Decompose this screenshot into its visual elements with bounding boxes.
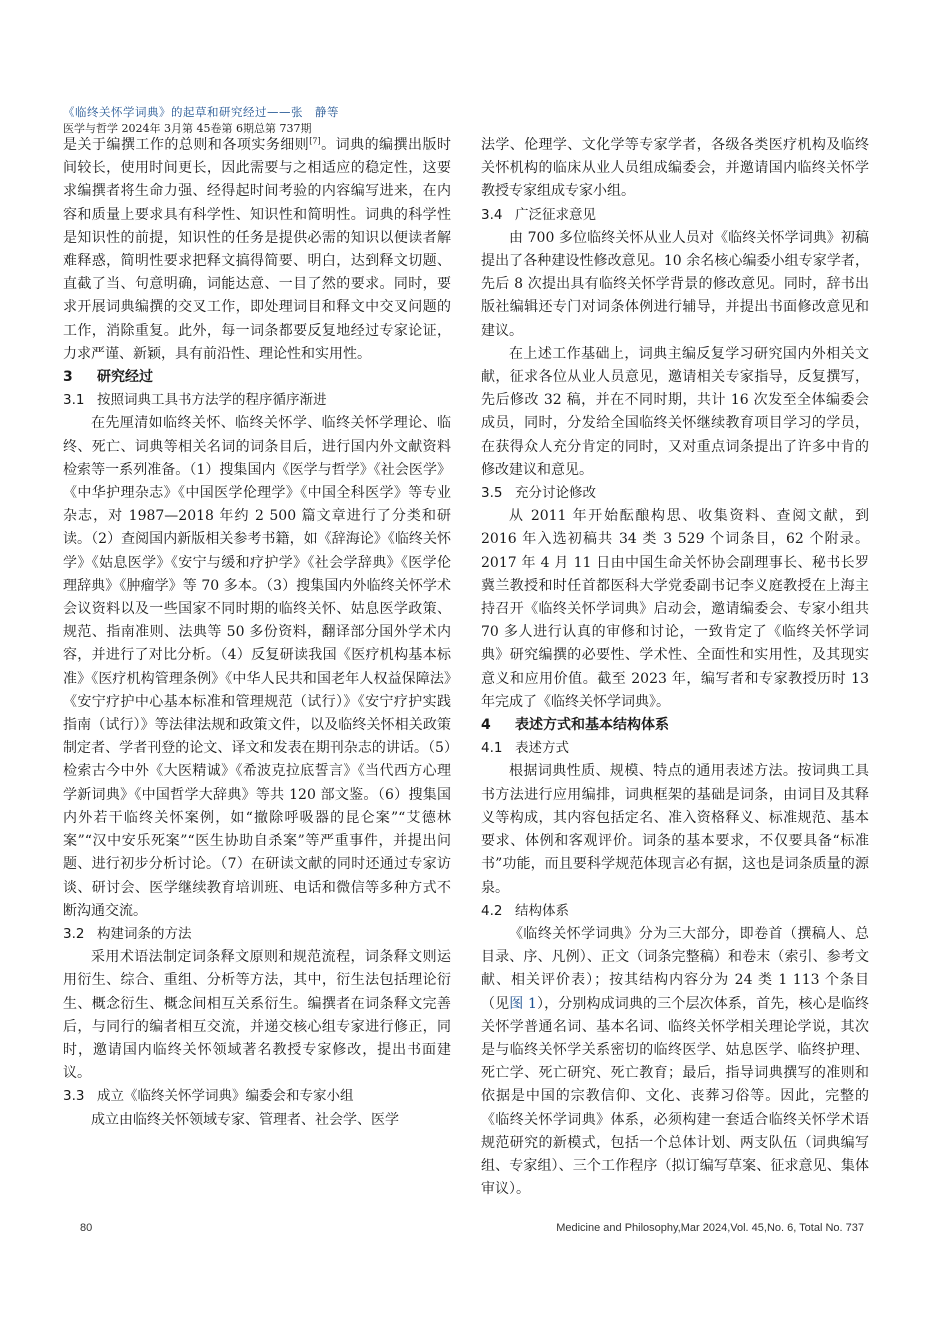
paragraph: 《临终关怀学词典》分为三大部分，即卷首（撰稿人、总目录、序、凡例）、正文（词条完整稿）和卷末（索引、参考文献、相关评价表）；按其结构内容分为 24 类 1 113 个条目（见图 1），分别构成词典的三个层次体系，首先，核心是临终关怀学普通名词、基本名词、临终关怀学相关理论学说，其次是与临终关怀学关系密切的临终医学、姑息医学、临终护理、死亡学、死亡研究、死亡教育；最后，指导词典撰写的准则和依据是中国的宗教信仰、文化、丧葬习俗等。因此，完整的《临终关怀学词典》体系，必须构建一套适合临终关怀学术语规范研究的新模式，包括一个总体计划、两支队伍（词典编写组、专家组）、三个工作程序（拟订编写草案、征求意见、集体审议）。 [481, 925, 870, 1198]
page-number: 80 [80, 1222, 93, 1234]
paragraph: 在先厘清如临终关怀、临终关怀学、临终关怀学理论、临终、死亡、词典等相关名词的词条目后，进行国内外文献资料检索等一系列准备。（1）搜集国内《医学与哲学》《社会医学》《中华护理杂志》《中国医学伦理学》《中国全科医学》等专业杂志，对 1987—2018 年约 2 500 篇文章进行了分类和研读。（2）查阅国内新版相关参考书籍，如《辞海论》《临终关怀学》《姑息医学》《安宁与缓和疗护学》《社会学辞典》《医学伦理辞典》《肿瘤学》等 70 多本。（3）搜集国内外临终关怀学术会议资料以及一些国家不同时期的临终关怀、姑息医学政策、规范、指南准则、法典等 50 多份资料，翻译部分国外学术内容，并进行了对比分析。（4）反复研读我国《医疗机构基本标准》《医疗机构管理条例》《中华人民共和国老年人权益保障法》《安宁疗护中心基本标准和管理规范（试行）》《安宁疗护实践指南（试行）》等法律法规和政策文件，以及临终关怀相关政策制定者、学者刊登的论文、译文和发表在期刊杂志的讲话。（5）检索古今中外《大医精诚》《希波克拉底誓言》《当代西方心理学新词典》《中国哲学大辞典》等共 120 部文鉴。（6）搜集国内外若干临终关怀案例，如“撤除呼吸器的昆仑案”“艾德林案”“汉中安乐死案”“医生协助自杀案”等严重事件，并提出问题、进行初步分析讨论。（7）在研读文献的同时还通过专家访谈、研讨会、医学继续教育培训班、电话和微信等多种方式不断沟通交流。 [63, 415, 451, 919]
figure-reference-link[interactable]: 图 1 [509, 995, 537, 1012]
section-heading-4: 4 表述方式和基本结构体系 [481, 717, 669, 734]
section-heading-3-3: 3.3 成立《临终关怀学词典》编委会和专家小组 [63, 1088, 354, 1105]
section-heading-4-1: 4.1 表述方式 [481, 740, 569, 757]
running-title: 《临终关怀学词典》的起草和研究经过——张 静等 [63, 105, 339, 119]
citation[interactable]: [7] [309, 136, 321, 146]
section-heading-3-1: 3.1 按照词典工具书方法学的程序循序渐进 [63, 392, 327, 409]
paragraph: 是关于编撰工作的总则和各项实务细则[7]。词典的编撰出版时间较长，使用时间更长，因此需要与之相适应的稳定性，这要求编撰者将生命力强、经得起时间考验的内容编写进来，在内容和质量上要求具有科学性、知识性和简明性。词典的科学性是知识性的前提，知识性的任务是提供必需的知识以便读者解难释惑，简明性要求把释文搞得简要、明白，达到释文切题、直截了当、句意明确，词能达意、一目了然的要求。同时，要求开展词典编撰的交叉工作，即处理词目和释文中交叉问题的工作，消除重复。此外，每一词条都要反复地经过专家论证，力求严谨、新颖，具有前沿性、理论性和实用性。 [63, 136, 452, 362]
paragraph: 采用术语法制定词条释文原则和规范流程，词条释文则运用衍生、综合、重组、分析等方法，其中，衍生法包括理论衍生、概念衍生、概念间相互关系衍生。编撰者在词条释文完善后，与同行的编者相互交流，并递交核心组专家进行修正，同时，邀请国内临终关怀领域著名教授专家修改，提出书面建议。 [63, 949, 451, 1082]
right-column [481, 134, 869, 1201]
paragraph: 在上述工作基础上，词典主编反复学习研究国内外相关文献，征求各位从业人员意见，邀请相关专家指导，反复撰写，先后修改 32 稿，并在不同时期，共计 16 次发至全体编委会成员，同时，分发给全国临终关怀继续教育项目学习的学员，在获得众人充分肯定的同时，又对重点词条提出了许多中肯的修改建议和意见。 [481, 345, 869, 478]
paragraph: 根据词典性质、规模、特点的通用表述方法。按词典工具书方法进行应用编排，词典框架的基础是词条，由词目及其释义等构成，其内容包括定名、准入资格释义、标准规范、基本要求、体例和客观评价。词条的基本要求，不仅要具备“标准书”功能，而且要科学规范体现言必有据，这也是词条质量的源泉。 [481, 763, 869, 896]
paragraph: 由 700 多位临终关怀从业人员对《临终关怀学词典》初稿提出了各种建设性修改意见。10 余名核心编委小组专家学者，先后 8 次提出具有临终关怀学背景的修改意见。同时，辞书出版社编辑还专门对词条体例进行辅导，并提出书面修改意见和建议。 [481, 229, 869, 339]
section-heading-3: 3 研究经过 [63, 369, 153, 386]
section-heading-3-5: 3.5 充分讨论修改 [481, 485, 596, 502]
left-column [63, 134, 451, 1132]
issue-line: 医学与哲学 2024年 3月第 45卷第 6期总第 737期 [63, 122, 312, 135]
journal-citation: Medicine and Philosophy,Mar 2024,Vol. 45,No. 6, Total No. 737 [556, 1222, 864, 1234]
section-heading-3-4: 3.4 广泛征求意见 [481, 206, 596, 223]
paragraph: 从 2011 年开始酝酿构思、收集资料、查阅文献，到 2016 年入选初稿共 34 类 3 529 个词条目，62 个附录。2017 年 4 月 11 日由中国生命关怀协会副理事长、秘书长罗冀兰教授和时任首都医科大学党委副书记李义庭教授在上海主持召开《临终关怀学词典》启动会，邀请编委会、专家小组共 70 多人进行认真的审修和讨论，一致肯定了《临终关怀学词典》研究编撰的必要性、学术性、全面性和实用性，及其现实意义和应用价值。截至 2023 年，编写者和专家教授历时 13 年完成了《临终关怀学词典》。 [481, 508, 869, 710]
section-heading-4-2: 4.2 结构体系 [481, 902, 569, 919]
paragraph: 成立由临终关怀领域专家、管理者、社会学、医学 [91, 1111, 399, 1128]
section-heading-3-2: 3.2 构建词条的方法 [63, 925, 192, 942]
paragraph: 法学、伦理学、文化学等专家学者，各级各类医疗机构及临终关怀机构的临床从业人员组成编委会，并邀请国内临终关怀学教授专家组成专家小组。 [481, 137, 869, 200]
